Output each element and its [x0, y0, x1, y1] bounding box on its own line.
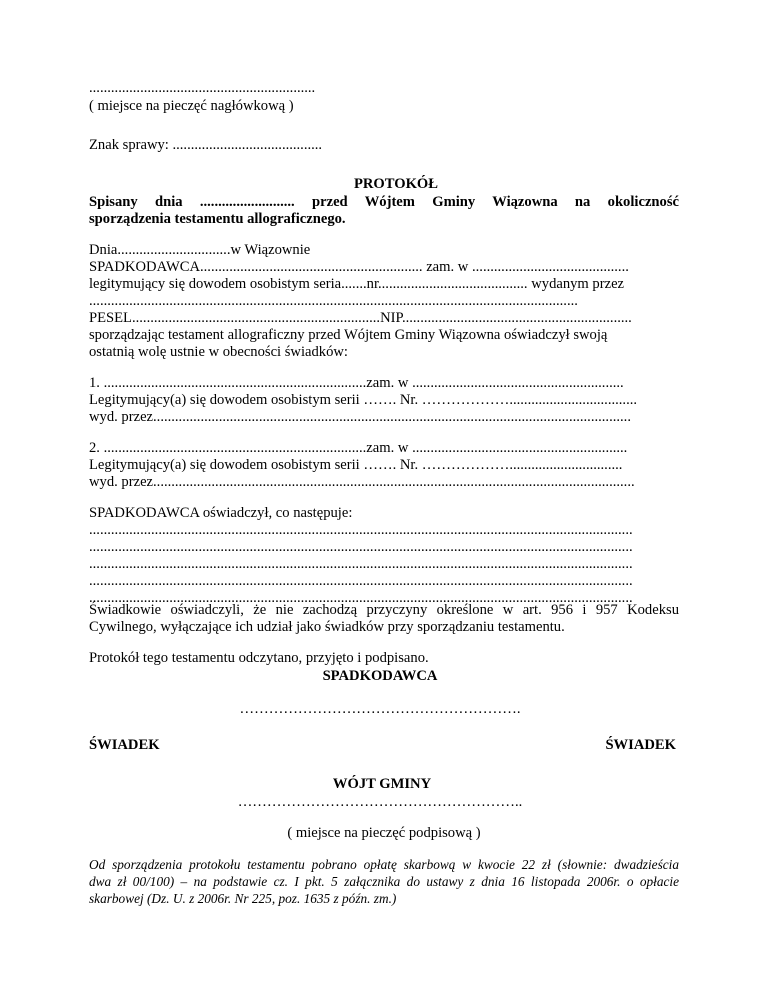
witness-2-id-line: Legitymujący(a) się dowodem osobistym serii ……. Nr. ………………............................... [89, 457, 623, 473]
declaration-dots-1: ..................................................................................................................................................... [89, 522, 633, 538]
closing-statement: Protokół tego testamentu odczytano, przyjęto i podpisano. [89, 650, 429, 666]
mayor-signature-line: ………………………………………………….. [237, 794, 523, 810]
fee-footnote-line-2: dwa zł 00/100) – na podstawie cz. I pkt. 5 załącznika do ustawy z dnia 16 listopada 2006r. o opłacie [89, 874, 679, 889]
fee-footnote-line-3: skarbowej (Dz. U. z 2006r. Nr 225, poz. 1635 z późn. zm.) [89, 891, 397, 906]
witness-2-issuer-line: wyd. przez.................................................................................................................................... [89, 474, 635, 490]
mayor-signature-label: WÓJT GMINY [332, 776, 432, 792]
declaration-dots-2: ..................................................................................................................................................... [89, 539, 633, 555]
declaration-heading: SPADKODAWCA oświadczył, co następuje: [89, 505, 353, 521]
testator-signature-line: …………………………………………………. [239, 701, 521, 717]
witness-1-name-line: 1. ........................................................................zam. w .......................................................... [89, 375, 624, 391]
witness-signature-right: ŚWIADEK [605, 737, 676, 753]
fee-footnote-line-1: Od sporządzenia protokołu testamentu pobrano opłatę skarbową w kwocie 22 zł (słownie: dwadzieścia [89, 857, 679, 872]
seal-placeholder-label: ( miejsce na pieczęć podpisową ) [287, 825, 481, 841]
case-reference: Znak sprawy: ......................................... [89, 137, 323, 153]
witness-statement-line-1: Świadkowie oświadczyli, że nie zachodzą przyczyny określone w art. 956 i 957 Kodeksu [89, 602, 679, 618]
testator-pesel-nip-line: PESEL....................................................................NIP............................................................... [89, 310, 632, 326]
testator-name-line: SPADKODAWCA............................................................. zam. w ........................................... [89, 259, 629, 275]
witness-1-id-line: Legitymujący(a) się dowodem osobistym serii ……. Nr. ………………................................... [89, 392, 638, 408]
declaration-dots-3: ..................................................................................................................................................... [89, 556, 633, 572]
testator-declaration-line-2: ostatnią wolę ustnie w obecności świadków: [89, 344, 348, 360]
declaration-dots-5: ..................................................................................................................................................... [89, 590, 633, 606]
document-title: PROTOKÓŁ [353, 176, 439, 192]
date-place-line: Dnia...............................w Wiązownie [89, 242, 311, 258]
declaration-dots-4: ..................................................................................................................................................... [89, 573, 633, 589]
testator-declaration-line-1: sporządzając testament allograficzny przed Wójtem Gminy Wiązowna oświadczył swoją [89, 327, 608, 343]
intro-line-1: Spisany dnia .......................... przed Wójtem Gminy Wiązowna na okoliczność [89, 194, 679, 210]
witness-2-name-line: 2. ........................................................................zam. w ........................................................... [89, 440, 628, 456]
witness-signature-left: ŚWIADEK [89, 737, 160, 753]
testator-id-line: legitymujący się dowodem osobistym seria.......nr......................................... wydanym przez [89, 276, 625, 292]
header-stamp-label: ( miejsce na pieczęć nagłówkową ) [89, 98, 294, 114]
header-stamp-dots: .............................................................. [89, 80, 316, 96]
testator-signature-label: SPADKODAWCA [322, 668, 438, 684]
witness-1-issuer-line: wyd. przez................................................................................................................................... [89, 409, 631, 425]
intro-line-2: sporządzenia testamentu allograficznego. [89, 211, 346, 227]
testator-issuer-dots: ...................................................................................................................................... [89, 293, 578, 309]
witness-statement-line-2: Cywilnego, wyłączające ich udział jako świadków przy sporządzaniu testamentu. [89, 619, 565, 635]
